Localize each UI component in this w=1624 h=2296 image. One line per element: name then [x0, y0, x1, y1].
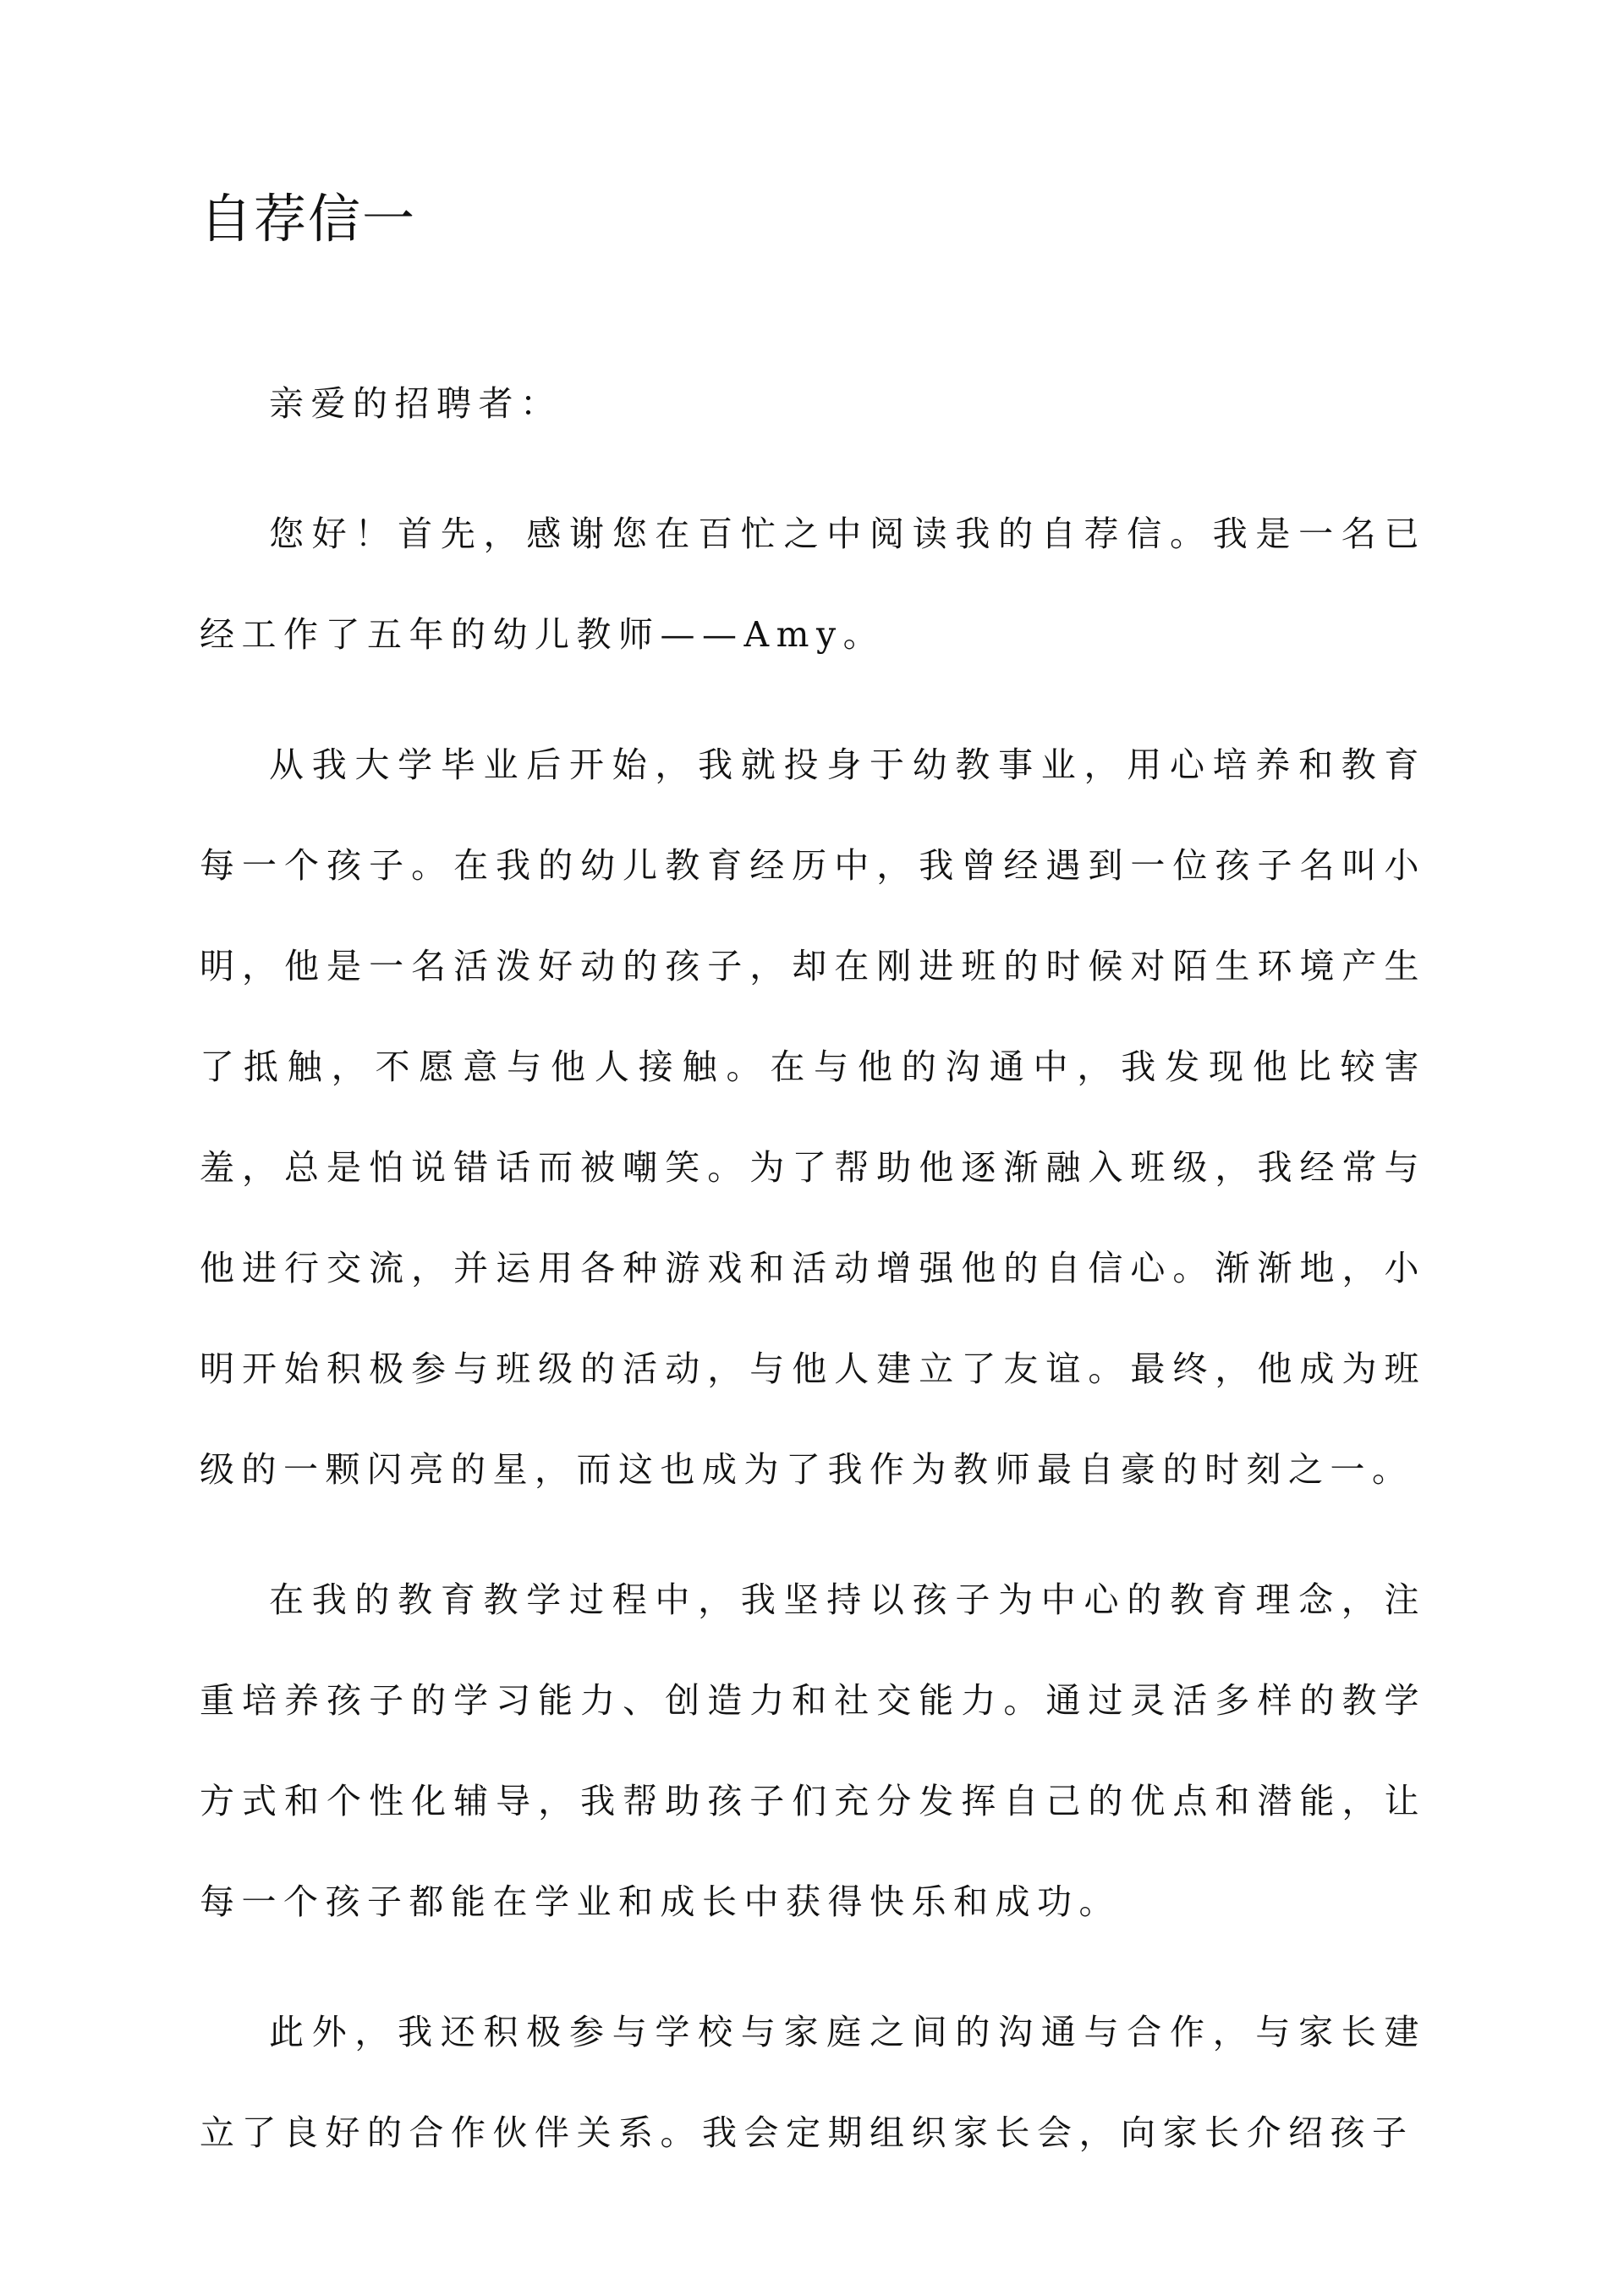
salutation: 亲爱的招聘者： — [269, 383, 562, 424]
document-title: 自荐信一 — [200, 188, 417, 250]
paragraph-teaching-philosophy: 在我的教育教学过程中，我坚持以孩子为中心的教育理念，注重培养孩子的学习能力、创造力和社交能力。通过灵活多样的教学方式和个性化辅导，我帮助孩子们充分发挥自己的优点和潜能，让每一个孩子都能在学业和成长中获得快乐和成功。 — [200, 1579, 1426, 1922]
paragraph-greeting: 您好！首先，感谢您在百忙之中阅读我的自荐信。我是一名已经工作了五年的幼儿教师——Amy。 — [200, 514, 1426, 655]
paragraph-home-school-cooperation: 此外，我还积极参与学校与家庭之间的沟通与合作，与家长建立了良好的合作伙伴关系。我会定期组织家长会，向家长介绍孩子 — [200, 2012, 1426, 2153]
paragraph-experience: 从我大学毕业后开始，我就投身于幼教事业，用心培养和教育每一个孩子。在我的幼儿教育经历中，我曾经遇到一位孩子名叫小明，他是一名活泼好动的孩子，却在刚进班的时候对陌生环境产生了抵触，不愿意与他人接触。在与他的沟通中，我发现他比较害羞，总是怕说错话而被嘲笑。为了帮助他逐渐融入班级，我经常与他进行交流，并运用各种游戏和活动增强他的自信心。渐渐地，小明开始积极参与班级的活动，与他人建立了友谊。最终，他成为班级的一颗闪亮的星，而这也成为了我作为教师最自豪的时刻之一。 — [200, 744, 1426, 1490]
letter-body — [200, 354, 1426, 2183]
